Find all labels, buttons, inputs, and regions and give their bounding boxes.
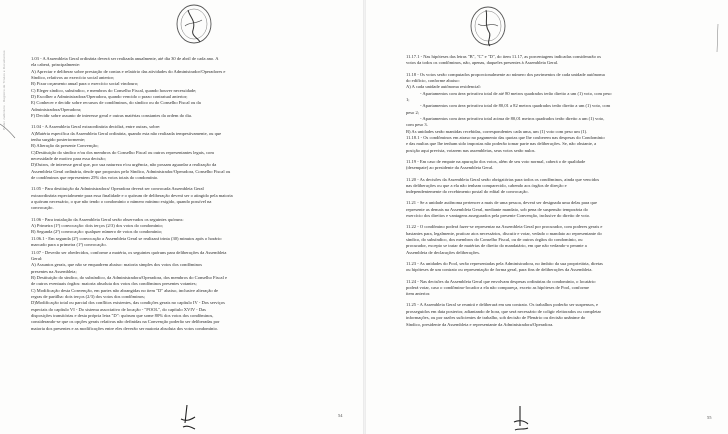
text-line: maioria dos presentes e as modificações entre eles deverão ser maioria absoluta dos votos condomínio. [31, 325, 218, 331]
text-line: considerando-se que os opções gerais relativas não definidas na Convenção poderão ser deliberadas por [31, 319, 220, 325]
text-line: A)Matéria específica da Assembleia Geral ordinária, quando esta não realizada tempestivamente, ou que [31, 130, 222, 136]
page-number: 54 [338, 413, 343, 418]
text-line: D)Modificação total ou parcial dos conflitos existentes, das condições gerais no capítulo IV - Dos serviços [31, 300, 225, 306]
text-line: votos da todos os condôminos, não, apenas, daqueles presentes à Assembleia Geral. [406, 60, 559, 66]
text-line: 11.04 - A Assembleia Geral extraordinária decidirá, entre outras, sobre: [31, 124, 161, 130]
margin-stamp-note: Poder Judiciário · Registro de Títulos e Documentos [2, 50, 6, 130]
text-line: ela caberá, principalmente: [31, 62, 81, 68]
text-line: de condôminos que representem 25% dos votos totais do condomínio. [31, 175, 159, 181]
text-line: 11.06.1 - Em segunda (2ª) convocação a Assembleia Geral se realizará trinta (30) minutos após o horário [31, 235, 222, 241]
text-line: peso 2; [406, 109, 420, 115]
clause-paragraph [406, 200, 693, 219]
clause-paragraph [406, 302, 693, 327]
text-line: 11.22 - O condômino poderá fazer-se representar na Assembleia Geral por procurador, com poderes gerais e [406, 224, 603, 230]
clause-paragraph [406, 261, 693, 274]
text-line: a quórum necessário, o que não tendo o condomínio o número mínimo exigido, quando possível na [31, 199, 212, 204]
text-line: ou hipóteses de um contrato ou representação de forma geral, para fins de deliberações da Assembleia. [406, 267, 593, 273]
text-line: B) Fixar orçamento anual para o exercício social vindouro; [31, 81, 139, 87]
text-line: 11.21 - Se a unidade autônoma pertencer a mais de uma pessoa, deverá ser designada uma delas para que [406, 200, 597, 206]
text-line: presentes na Assembleia; [31, 268, 77, 274]
right-page [366, 0, 728, 434]
text-line: regras de partilha: dois terços (2/3) dos votos dos condôminos; [31, 294, 146, 299]
text-line: Síndico, presidente da Assembleia e representante da Administradora/Operadora. [406, 321, 554, 327]
text-line: poderá votar, caso o condômino-locador a ela não compareça, exceto as hipóteses de Pool, conforme [406, 284, 590, 290]
margin-pen-mark [714, 24, 722, 54]
text-line: e das multas que lhe tenham sido impostas não poderão tomar parte nas deliberações. Se, não obstante, a [406, 141, 597, 147]
text-line: informações, ou por razões suficientes de trabalho, sob decisão de Plenário ou decisão unânime do [406, 315, 586, 321]
notary-seal-stamp [172, 0, 216, 52]
text-line: 1; [406, 96, 410, 102]
clause-paragraph [406, 54, 693, 67]
left-page [0, 0, 362, 434]
text-line: item anterior. [406, 291, 431, 297]
text-line: Assembleia Geral ordinária, desde que propostos pelo Síndico, Administrador/Operadora, Conselho Fiscal ou [31, 168, 231, 174]
text-line: 11.19 - Em caso de empate na apuração dos votos, além de seu voto normal, caberá o de qualidade [406, 158, 586, 164]
text-line: nas deliberações ou que a ela não tenham comparecido, cabendo aos órgãos de direção e [406, 182, 567, 188]
clause-paragraph [31, 250, 324, 332]
text-line: Administradora/Operadora; [31, 106, 82, 112]
margin-pen-mark [0, 122, 16, 140]
text-line: B) Segunda (2ª) convocação: qualquer número de votos do condomínio; [31, 229, 163, 235]
text-line: disposições transitórias e desta própria letra "D": quórum que some 80% dos votos dos condôminos, [31, 313, 214, 319]
signature-initial [509, 406, 533, 434]
text-line: 11.24 - Nas decisões da Assembleia Geral que envolvam despesas ordinárias do condomínio, o locatário [406, 278, 596, 284]
text-line: B) Alteração da presente Convenção; [31, 143, 99, 149]
clause-paragraph [406, 177, 693, 196]
text-line: marcado para a primeira (1ª) convocação. [31, 241, 107, 247]
text-line: B) Destituição do síndico, do subsíndico, da Administradora/Operadora, dos membros do Conselho Fiscal e [31, 274, 227, 280]
text-line: A) Apreciar e deliberar sobre prestação de contas e relatório das atividades do Administrador/Operadores e [31, 68, 226, 74]
text-line: procurador, excepto se tratar de matérias de direito do mandatário, em que não vedando-o perante a [406, 243, 587, 249]
clause-paragraph [406, 224, 693, 256]
text-line: 1.03 - A Assembleia Geral ordinária deverá ser realizada anualmente, até dia 30 de abril de cada ano. A [31, 56, 219, 61]
text-line: C) Modificação desta Convenção, em partes não abrangidas no item "D" abaixo, inclusive alteração de [31, 287, 219, 293]
text-line: Assembleia de declarações deliberações. [406, 249, 480, 255]
clause-paragraph [31, 124, 324, 181]
text-line: A) A cada unidade autônoma residencial: [406, 84, 481, 90]
text-line: com peso 3. [406, 122, 428, 128]
text-line: C)Destituição do síndico e/ou dos membros do Conselho Fiscal ou outros representantes legais, com [31, 149, 214, 155]
text-line: 11.18 - Os votos serão computados proporcionalmente ao número dos pavimentos de cada unidade autônoma [406, 71, 605, 77]
text-line: independentemente do recebimento postal do edital de convocação. [406, 189, 529, 195]
text-line: necessidade de motivo para essa decisão; [31, 156, 106, 162]
clause-paragraph [31, 56, 324, 119]
text-line: C) Eleger síndico, subsíndico, e membros do Conselho Fiscal, quando houver necessidade; [31, 87, 197, 93]
text-line: exercício dos direitos e vantagens assegurados pela presente Convenção, inclusive do direito de voto. [406, 213, 591, 219]
text-line: - Apartamentos com área privativa total de até 80 metros quadrados terão direito a um (1) voto, com peso [420, 90, 612, 96]
clause-paragraph [31, 217, 324, 249]
text-line: 11.18.1 - Os condôminos em atraso no pagamento das quotas que lhe couberem nas despesas do Condomínio [406, 135, 605, 141]
clause-paragraph [31, 186, 324, 211]
text-line: - Apartamentos com área privativa total de 80,01 a 82 metros quadrados terão direito a um (1) voto, com [420, 103, 611, 109]
text-line: (desempate) ao presidente da Assembleia Geral. [406, 165, 494, 171]
text-line: bastantes para, legalmente, praticar atos necessários, discutir e votar, vedado o mandato ao representante do [406, 230, 602, 236]
text-line: de outros eventuais órgãos: maioria absoluta dos votos dos condôminos presentes votantes; [31, 281, 197, 287]
text-line: A) Primeira (1ª) convocação: dois terços (2/3) dos votos do condomínio; [31, 222, 164, 228]
signature-initial [175, 405, 199, 433]
text-line: 11.07 - Deverão ser obedecidos, conforme a matéria, os seguintes quóruns para deliberações da Assembleia [31, 249, 227, 255]
text-line: F) Decidir sobre assunto de interesse geral e outras matérias constantes da ordem do dia. [31, 113, 192, 119]
text-line: Síndico, relativos ao exercício social anterior; [31, 75, 115, 81]
text-line: síndico, do subsíndico, dos membros do Conselho Fiscal, ou de outros órgãos do condomínio, ou [406, 237, 583, 243]
notary-seal-stamp [466, 2, 510, 54]
text-line: convocação. [31, 205, 54, 211]
text-line: 11.06 - Para instalação da Assembleia Geral serão observados os seguintes quóruns: [31, 216, 184, 222]
text-line: posição aqui prevista, votarem nas assembleias, seus votos serão nulos. [406, 147, 536, 153]
text-line: 11.17.1 - Nas hipóteses das letras "B", "C" e "D", do item 11.17, as porcentagens indicadas considerarão os [406, 54, 602, 59]
text-line: - Apartamentos com área privativa total acima de 80,01 metros quadrados terão direito a um (1) voto, [420, 115, 605, 121]
text-line: represente as demais na Assembleia Geral, mediante mandato, sob pena de suspensão temporária do [406, 206, 588, 212]
text-line: E) Conhecer e decidir sobre recursos de condôminos, do síndico ou do Conselho Fiscal ou da [31, 100, 201, 106]
text-line: prosseguidos em data posterior, adiantando de hora, que será necessário de coligir eleitorados ou completar [406, 308, 602, 314]
text-line: B) As unidades serão mantidas recebidas, correspondentes cada uma, um (1) voto com peso um (1). [406, 128, 588, 134]
text-line: A) Assuntos gerais, que não se enquadrem abaixo: maioria simples dos votos dos condôminos [31, 262, 202, 268]
text-line: 11.05 - Para destituição da Administradora/ Operadora deverá ser convocada Assembleia Geral [31, 186, 204, 192]
text-line: especiais do capítulo VI - Do sistema associativo de locação - "POOL", do capítulo XVIV - Das [31, 306, 206, 312]
text-line: 11.25 - A Assembleia Geral se reunirá e deliberará em um contrato. Os trabalhos poderão ser suspensos, e [406, 302, 599, 308]
clause-paragraph [406, 72, 693, 154]
text-line: tenha surgido posteriormente; [31, 137, 86, 143]
text-line: Geral: [31, 255, 43, 261]
text-line: D) Escolher a Administradora/Operadora, quando vencido o prazo contratual anterior; [31, 94, 188, 100]
left-page-text [31, 56, 324, 337]
text-line: extraordinária especialmente para essa finalidade e o quórum de deliberação deverá ser o atingido pela maioria [31, 192, 233, 198]
page-number: 55 [707, 415, 712, 420]
text-line: 11.23 - As unidades do Pool, serão representadas pela Administradora, no âmbito da sua proprietária, diretas [406, 260, 603, 266]
text-line: 11.20 - As decisões da Assembleia Geral serão obrigatórias para todos os condôminos, ainda que vencidos [406, 176, 600, 182]
text-line: do edifício, conforme abaixo: [406, 77, 460, 83]
clause-paragraph [406, 159, 693, 172]
right-page-text [406, 54, 693, 333]
text-line: D)Outros, de interesse geral que, por sua natureza e/ou urgência, não possam aguardar a realização da [31, 162, 217, 168]
clause-paragraph [406, 279, 693, 298]
